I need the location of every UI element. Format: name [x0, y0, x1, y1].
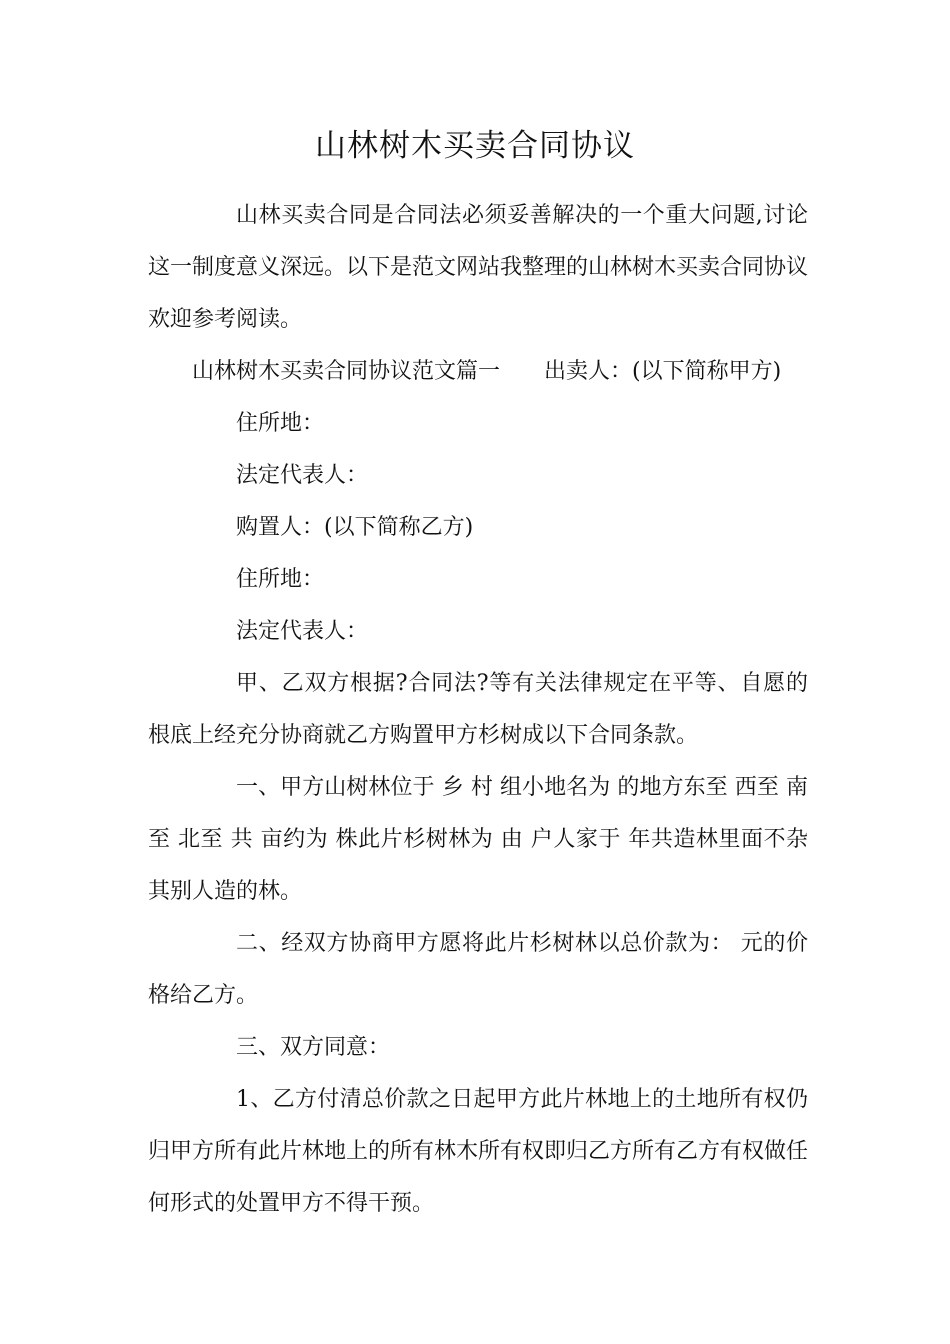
buyer-representative-label: 法定代表人： — [236, 619, 369, 644]
agreement-preamble: 甲、乙双方根据?合同法?等有关法律规定在平等、自愿的根底上经充分协商就乙方购置甲方杉树成以下合同条款。 — [148, 671, 808, 748]
seller-address-label: 住所地： — [236, 411, 325, 436]
sample-heading: 山林树木买卖合同协议范文篇一 — [192, 359, 501, 384]
clause-three-heading: 三、双方同意： — [236, 1035, 391, 1060]
buyer-label: 购置人：(以下简称乙方) — [236, 515, 474, 540]
clause-three-item-one: 1、乙方付清总价款之日起甲方此片林地上的土地所有权仍归甲方所有此片林地上的所有林木所有权即归乙方所有乙方有权做任何形式的处置甲方不得干预。 — [148, 1087, 809, 1216]
buyer-address-label: 住所地： — [236, 567, 325, 592]
seller-representative-label: 法定代表人： — [236, 463, 369, 488]
clause-one: 一、甲方山树林位于 乡 村 组小地名为 的地方东至 西至 南至 北至 共 亩约为 株此片杉树林为 由 户人家于 年共造林里面不杂其别人造的林。 — [148, 775, 808, 904]
clause-two: 二、经双方协商甲方愿将此片杉树林以总价款为： 元的价格给乙方。 — [148, 931, 808, 1008]
document-body — [148, 190, 808, 1230]
seller-label: 出卖人：(以下简称甲方) — [544, 359, 782, 384]
section-heading-line — [148, 346, 808, 398]
document-title: 山林树木买卖合同协议 — [315, 128, 635, 164]
intro-paragraph: 山林买卖合同是合同法必须妥善解决的一个重大问题,讨论这一制度意义深远。以下是范文网站我整理的山林树木买卖合同协议欢迎参考阅读。 — [148, 203, 809, 332]
